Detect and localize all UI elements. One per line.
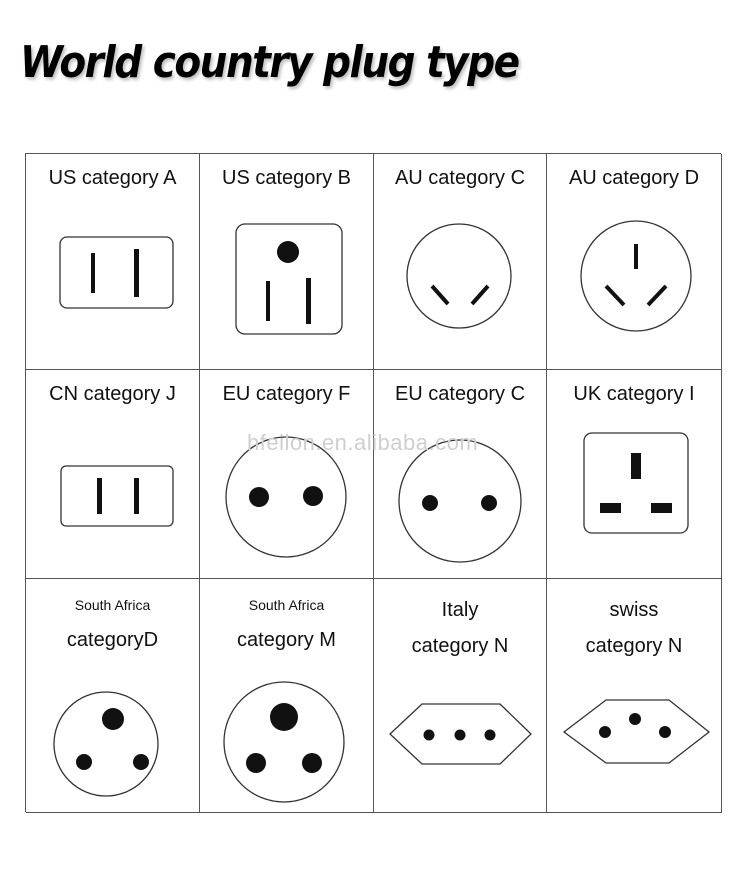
plug-cell-italy-n xyxy=(374,579,547,813)
au-type-d-socket-icon xyxy=(547,154,722,370)
plug-cell-sa-m xyxy=(200,579,374,813)
uk-type-i-socket-icon xyxy=(547,370,722,579)
swiss-type-n-socket-icon xyxy=(547,579,722,813)
plug-label-category: category M xyxy=(237,629,336,651)
plug-label: US category B xyxy=(222,167,351,189)
au-type-c-socket-icon xyxy=(374,154,547,370)
plug-cell-uk-i xyxy=(547,370,722,579)
plug-cell-eu-f xyxy=(200,370,374,579)
plug-label: EU category F xyxy=(222,383,351,405)
plug-type-grid xyxy=(25,153,721,812)
plug-label: AU category C xyxy=(394,167,526,189)
plug-cell-swiss-n xyxy=(547,579,722,813)
plug-label-region: Italy xyxy=(441,599,479,621)
us-type-a-socket-icon xyxy=(26,154,200,370)
plug-cell-au-d xyxy=(547,154,722,370)
plug-label-category: categoryD xyxy=(66,629,159,651)
south-africa-type-d-socket-icon xyxy=(26,579,200,813)
south-africa-type-m-socket-icon xyxy=(200,579,374,813)
watermark: hfeilon.en.alibaba.com xyxy=(247,430,479,455)
plug-label: CN category J xyxy=(49,383,176,405)
eu-type-c-socket-icon xyxy=(374,370,547,579)
us-type-b-socket-icon xyxy=(200,154,374,370)
plug-label-region: South Africa xyxy=(248,597,325,613)
cn-type-j-socket-icon xyxy=(26,370,200,579)
plug-cell-us-a xyxy=(26,154,200,370)
plug-cell-sa-d xyxy=(26,579,200,813)
page-title: World country plug type xyxy=(20,38,519,89)
plug-label-category: category N xyxy=(411,635,509,657)
plug-cell-eu-c xyxy=(374,370,547,579)
plug-label: EU category C xyxy=(394,383,526,405)
plug-cell-au-c xyxy=(374,154,547,370)
plug-label: UK category I xyxy=(573,383,695,405)
plug-label-region: swiss xyxy=(609,599,659,621)
plug-label-region: South Africa xyxy=(74,597,151,613)
plug-label: US category A xyxy=(48,167,177,189)
plug-cell-us-b xyxy=(200,154,374,370)
italy-type-n-socket-icon xyxy=(374,579,547,813)
eu-type-f-socket-icon xyxy=(200,370,374,579)
plug-label: AU category D xyxy=(568,167,700,189)
plug-cell-cn-j xyxy=(26,370,200,579)
plug-label-category: category N xyxy=(585,635,683,657)
